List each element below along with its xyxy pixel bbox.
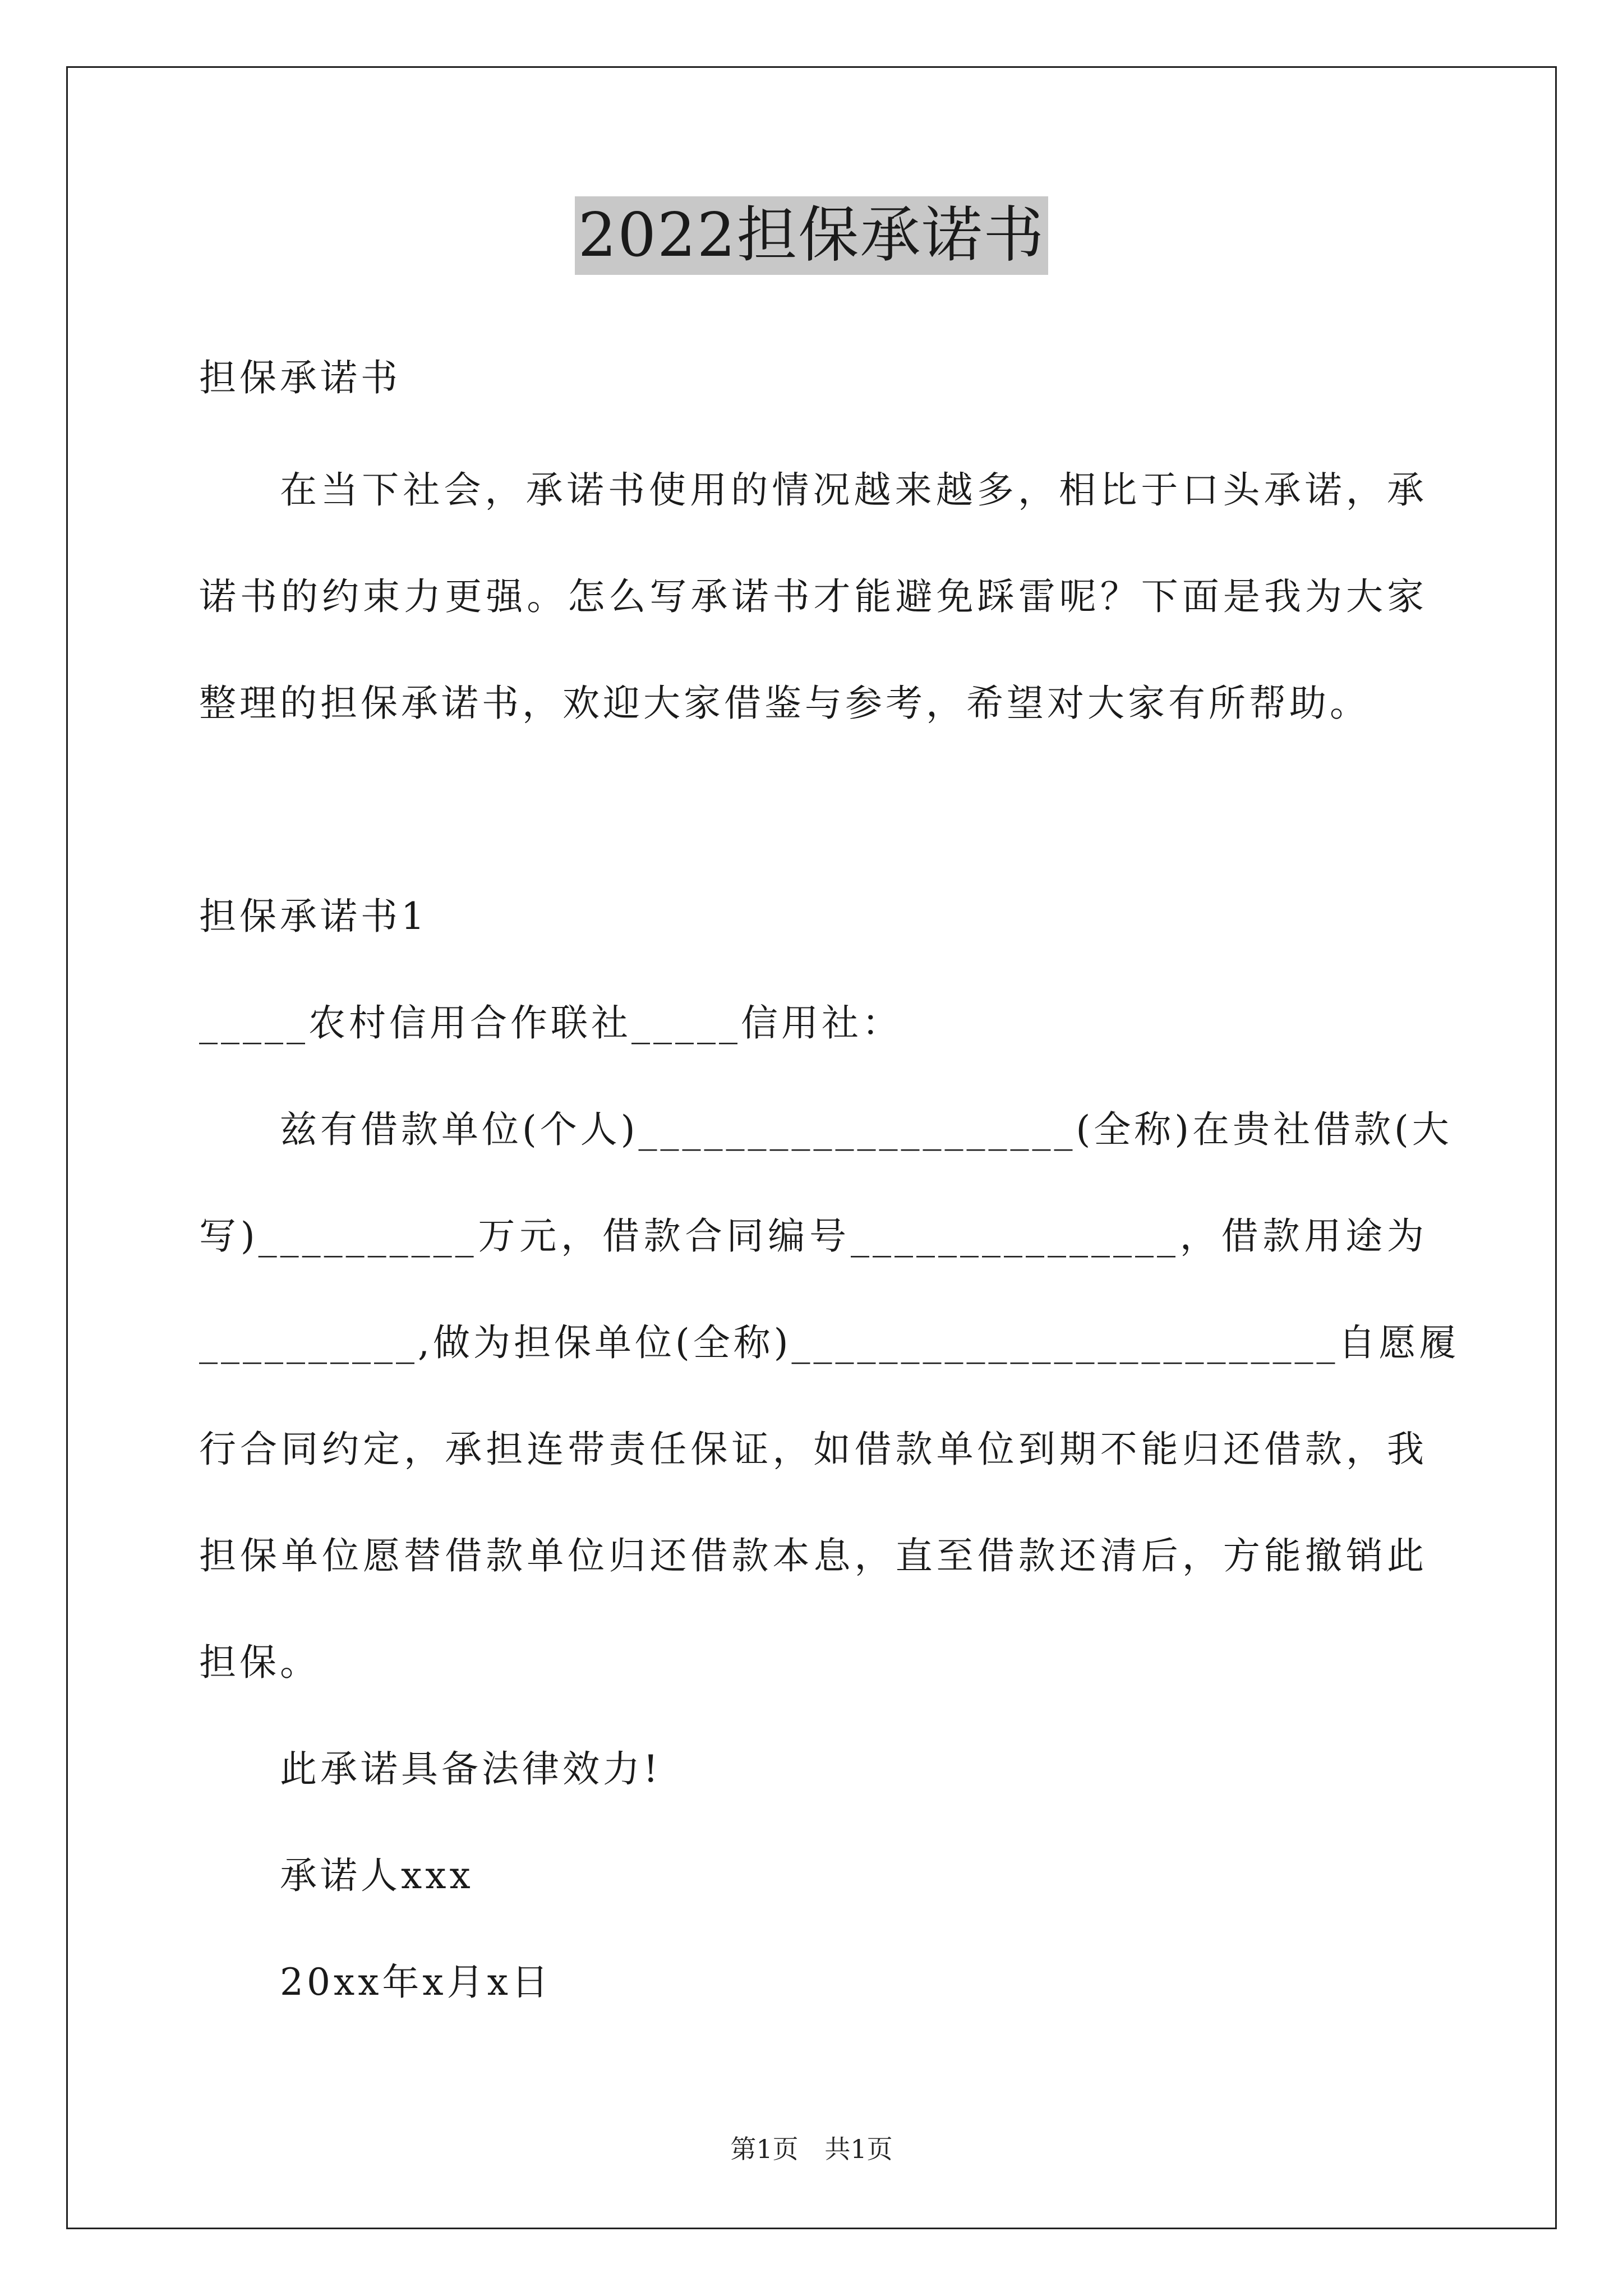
date: 20xx年x月x日 (280, 1961, 552, 2004)
page-current: 第1页 (730, 2134, 799, 2164)
page-total: 共1页 (824, 2134, 893, 2164)
intro-line-1: 在当下社会，承诺书使用的情况越来越多，相比于口头承诺，承 (280, 468, 1427, 512)
document-title: 2022担保承诺书 (575, 196, 1049, 275)
body-line-5: 担保单位愿替借款单位归还借款本息，直至借款还清后，方能撤销此 (199, 1534, 1427, 1577)
intro-line-3: 整理的担保承诺书，欢迎大家借鉴与参考，希望对大家有所帮助。 (199, 682, 1370, 725)
intro-line-2: 诺书的约束力更强。怎么写承诺书才能避免踩雷呢？下面是我为大家 (199, 575, 1427, 618)
body-line-4: 行合同约定，承担连带责任保证，如借款单位到期不能归还借款，我 (199, 1428, 1427, 1471)
body-line-3: __________,做为担保单位(全称)_________________________自愿履 (199, 1321, 1460, 1364)
body-line-1: 兹有借款单位(个人)____________________(全称)在贵社借款(大 (280, 1108, 1453, 1151)
page-footer (0, 2129, 1623, 2166)
title-wrap (0, 196, 1623, 275)
section-heading: 担保承诺书1 (199, 895, 428, 938)
legal-effect: 此承诺具备法律效力! (280, 1747, 662, 1791)
salutation: _____农村信用合作联社_____信用社： (199, 1001, 902, 1045)
document-subtitle: 担保承诺书 (199, 356, 401, 399)
body-line-2: 写)__________万元，借款合同编号_______________，借款用途为 (199, 1214, 1427, 1258)
body-line-6: 担保。 (199, 1641, 320, 1684)
promisor: 承诺人xxx (280, 1854, 474, 1897)
